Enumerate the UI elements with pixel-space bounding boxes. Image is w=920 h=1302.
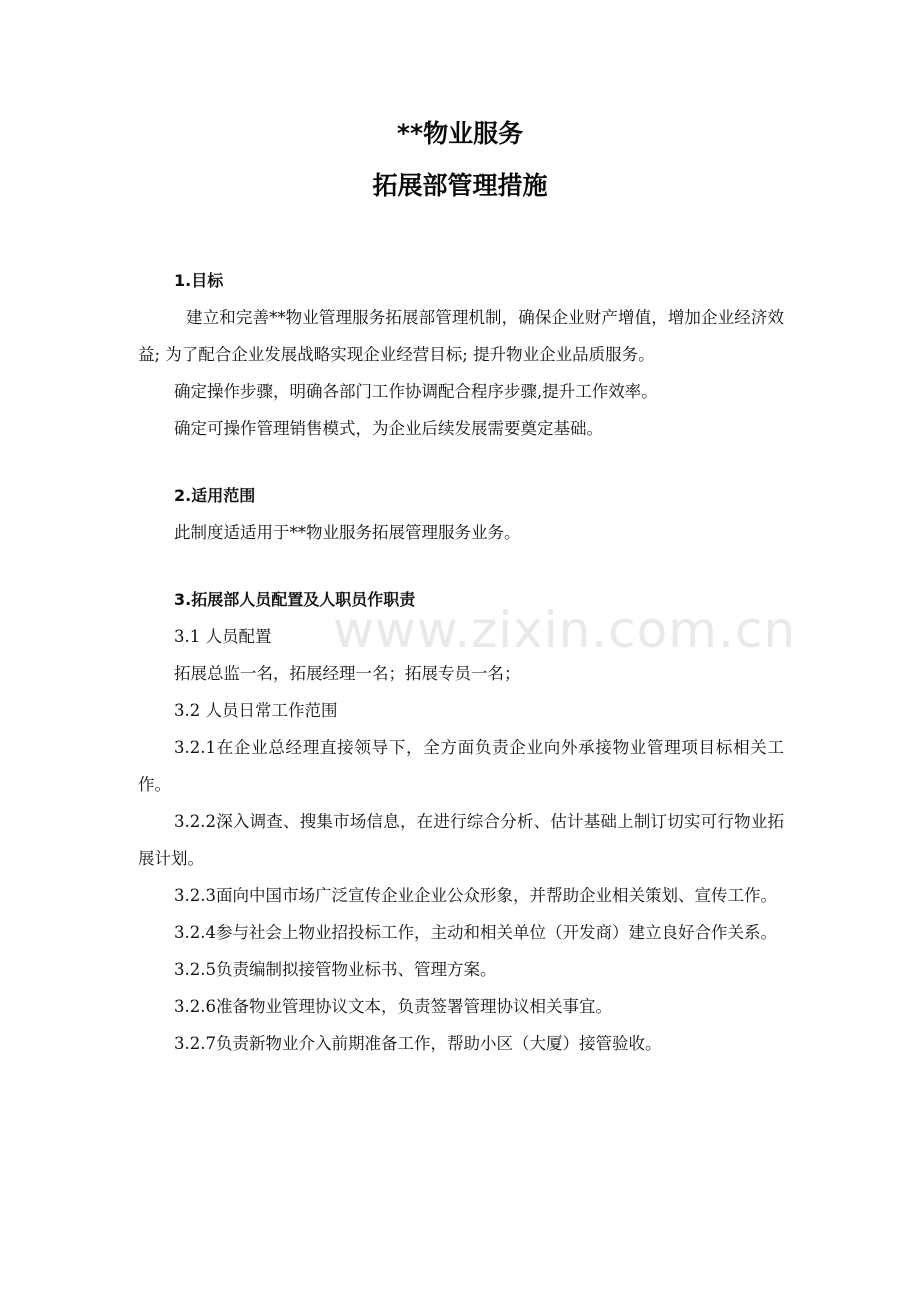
paragraph: 3.2.1在企业总经理直接领导下，全方面负责企业向外承接物业管理项目标相关工作。 (138, 738, 784, 794)
paragraph: 确定可操作管理销售模式，为企业后续发展需要奠定基础。 (174, 419, 603, 438)
paragraph: 3.2.5负责编制拟接管物业标书、管理方案。 (174, 960, 497, 979)
paragraph: 确定操作步骤，明确各部门工作协调配合程序步骤,提升工作效率。 (174, 382, 658, 401)
paragraph: 3.1 人员配置 (174, 627, 272, 646)
watermark: www.zixin.com.cn (333, 601, 797, 659)
section-gap (138, 447, 784, 477)
document-body (138, 262, 784, 1062)
section-heading-scope: 2.适用范围 (174, 486, 256, 505)
paragraph: 3.2.6准备物业管理协议文本，负责签署管理协议相关事宜。 (174, 997, 612, 1016)
paragraph: 3.2.7负责新物业介入前期准备工作，帮助小区（大厦）接管验收。 (174, 1034, 662, 1053)
document-title-line-1: **物业服务 (396, 119, 524, 148)
section-gap (138, 551, 784, 581)
section-heading-staffing: 3.拓展部人员配置及人职员作职责 (174, 590, 416, 609)
paragraph: 拓展总监一名，拓展经理一名；拓展专员一名； (174, 664, 521, 683)
paragraph: 3.2.3面向中国市场广泛宣传企业企业公众形象，并帮助企业相关策划、宣传工作。 (174, 886, 777, 905)
section-heading-goal: 1.目标 (174, 271, 224, 290)
paragraph: 此制度适适用于**物业服务拓展管理服务业务。 (174, 523, 521, 542)
paragraph: 3.2.4参与社会上物业招投标工作，主动和相关单位（开发商）建立良好合作关系。 (174, 923, 777, 942)
paragraph: 建立和完善**物业管理服务拓展部管理机制，确保企业财产增值，增加企业经济效益; 为了配合企业发展战略实现企业经营目标; 提升物业企业品质服务。 (138, 308, 784, 364)
paragraph: 3.2 人员日常工作范围 (174, 701, 338, 720)
document-title-line-2: 拓展部管理措施 (372, 171, 548, 200)
paragraph: 3.2.2深入调查、搜集市场信息，在进行综合分析、估计基础上制订切实可行物业拓展计划。 (138, 812, 784, 868)
